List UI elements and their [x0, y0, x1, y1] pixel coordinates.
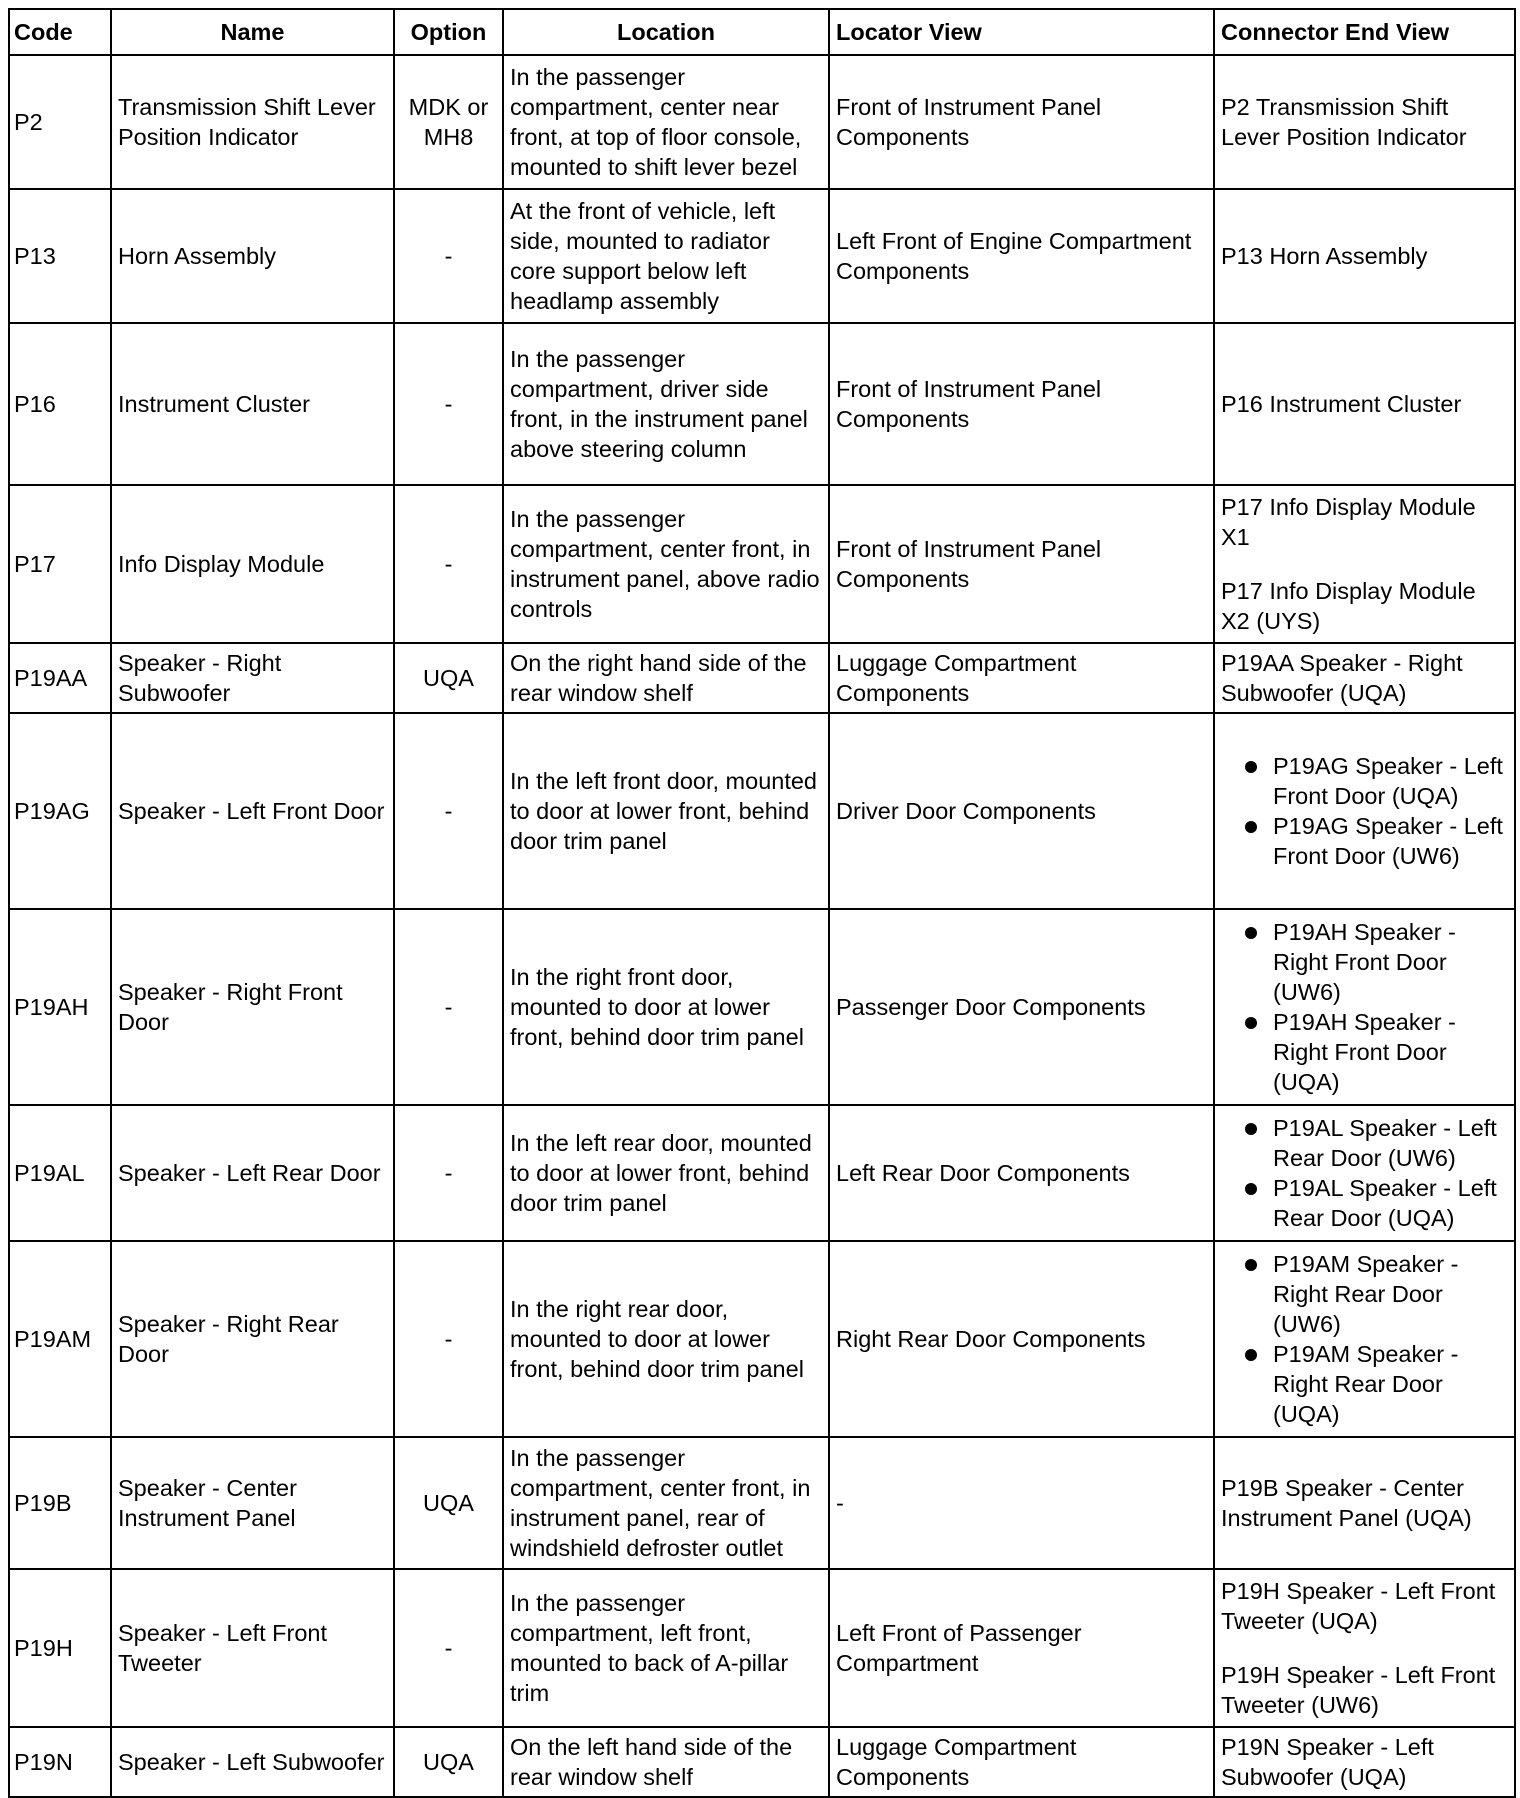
cell-locator-view: - — [829, 1437, 1214, 1569]
cell-code: P19AA — [9, 643, 111, 713]
header-name: Name — [111, 9, 394, 55]
cell-locator-view: Passenger Door Components — [829, 909, 1214, 1105]
connector-bullet-item: P19AG Speaker - Left Front Door (UW6) — [1221, 811, 1508, 871]
cell-location: In the passenger compartment, driver side front, in the instrument panel above steering column — [503, 323, 829, 485]
table-row — [9, 1241, 1515, 1437]
table-row — [9, 909, 1515, 1105]
table-row — [9, 1437, 1515, 1569]
connector-bullet-list — [1221, 1249, 1508, 1429]
cell-connector-end-view — [1214, 485, 1515, 643]
cell-locator-view: Luggage Compartment Components — [829, 643, 1214, 713]
header-location: Location — [503, 9, 829, 55]
cell-location: On the left hand side of the rear window shelf — [503, 1727, 829, 1797]
cell-connector-end-view — [1214, 909, 1515, 1105]
component-locator-table-wrapper — [8, 8, 1514, 1790]
connector-bullet-item: P19AH Speaker - Right Front Door (UW6) — [1221, 917, 1508, 1007]
connector-entry: P19H Speaker - Left Front Tweeter (UQA) — [1221, 1578, 1496, 1634]
connector-bullet-item: P19AL Speaker - Left Rear Door (UW6) — [1221, 1113, 1508, 1173]
table-row — [9, 485, 1515, 643]
connector-bullet-item: P19AL Speaker - Left Rear Door (UQA) — [1221, 1173, 1508, 1233]
table-row — [9, 713, 1515, 909]
cell-name: Speaker - Left Front Door — [111, 713, 394, 909]
connector-entry: P17 Info Display Module X1 — [1221, 494, 1476, 550]
cell-code: P17 — [9, 485, 111, 643]
table-row — [9, 323, 1515, 485]
cell-name: Info Display Module — [111, 485, 394, 643]
connector-bullet-list — [1221, 917, 1508, 1097]
cell-connector-end-view — [1214, 1241, 1515, 1437]
table-row — [9, 1727, 1515, 1797]
cell-location: In the left front door, mounted to door at lower front, behind door trim panel — [503, 713, 829, 909]
cell-name: Speaker - Right Rear Door — [111, 1241, 394, 1437]
cell-code: P19B — [9, 1437, 111, 1569]
cell-name: Speaker - Left Rear Door — [111, 1105, 394, 1241]
cell-location: In the left rear door, mounted to door at lower front, behind door trim panel — [503, 1105, 829, 1241]
connector-entry: P19N Speaker - Left Subwoofer (UQA) — [1221, 1734, 1434, 1790]
header-locator-view: Locator View — [829, 9, 1214, 55]
cell-option: MDK or MH8 — [394, 55, 503, 189]
cell-locator-view: Front of Instrument Panel Components — [829, 323, 1214, 485]
table-row — [9, 189, 1515, 323]
cell-location: In the passenger compartment, center front, in instrument panel, rear of windshield defroster outlet — [503, 1437, 829, 1569]
cell-option: UQA — [394, 1727, 503, 1797]
cell-connector-end-view — [1214, 189, 1515, 323]
cell-locator-view: Left Front of Passenger Compartment — [829, 1569, 1214, 1727]
connector-bullet-item: P19AH Speaker - Right Front Door (UQA) — [1221, 1007, 1508, 1097]
cell-option: UQA — [394, 1437, 503, 1569]
cell-locator-view: Left Front of Engine Compartment Components — [829, 189, 1214, 323]
cell-connector-end-view — [1214, 643, 1515, 713]
cell-option: - — [394, 1105, 503, 1241]
table-row — [9, 55, 1515, 189]
header-code: Code — [9, 9, 111, 55]
connector-bullet-list — [1221, 751, 1508, 871]
cell-connector-end-view — [1214, 323, 1515, 485]
cell-option: - — [394, 713, 503, 909]
cell-location: In the passenger compartment, left front, mounted to back of A-pillar trim — [503, 1569, 829, 1727]
connector-bullet-item: P19AM Speaker - Right Rear Door (UW6) — [1221, 1249, 1508, 1339]
cell-name: Horn Assembly — [111, 189, 394, 323]
cell-code: P19AM — [9, 1241, 111, 1437]
cell-code: P13 — [9, 189, 111, 323]
cell-option: - — [394, 189, 503, 323]
cell-code: P19AH — [9, 909, 111, 1105]
connector-entry: P13 Horn Assembly — [1221, 243, 1428, 269]
cell-locator-view: Front of Instrument Panel Components — [829, 485, 1214, 643]
cell-location: In the passenger compartment, center near front, at top of floor console, mounted to shift lever bezel — [503, 55, 829, 189]
connector-entry: P19AA Speaker - Right Subwoofer (UQA) — [1221, 650, 1463, 706]
connector-entry: P19H Speaker - Left Front Tweeter (UW6) — [1221, 1662, 1496, 1718]
cell-connector-end-view — [1214, 713, 1515, 909]
cell-option: UQA — [394, 643, 503, 713]
cell-code: P16 — [9, 323, 111, 485]
cell-location: In the passenger compartment, center front, in instrument panel, above radio controls — [503, 485, 829, 643]
cell-option: - — [394, 909, 503, 1105]
table-row — [9, 643, 1515, 713]
cell-name: Speaker - Right Subwoofer — [111, 643, 394, 713]
connector-bullet-item: P19AM Speaker - Right Rear Door (UQA) — [1221, 1339, 1508, 1429]
cell-name: Speaker - Left Front Tweeter — [111, 1569, 394, 1727]
cell-locator-view: Right Rear Door Components — [829, 1241, 1214, 1437]
cell-connector-end-view — [1214, 1437, 1515, 1569]
cell-locator-view: Driver Door Components — [829, 713, 1214, 909]
cell-code: P19AL — [9, 1105, 111, 1241]
cell-name: Transmission Shift Lever Position Indicator — [111, 55, 394, 189]
connector-entry: P19B Speaker - Center Instrument Panel (UQA) — [1221, 1475, 1472, 1531]
header-row — [9, 9, 1515, 55]
cell-code: P19AG — [9, 713, 111, 909]
cell-locator-view: Left Rear Door Components — [829, 1105, 1214, 1241]
connector-bullet-item: P19AG Speaker - Left Front Door (UQA) — [1221, 751, 1508, 811]
cell-name: Instrument Cluster — [111, 323, 394, 485]
cell-locator-view: Front of Instrument Panel Components — [829, 55, 1214, 189]
connector-entry: P17 Info Display Module X2 (UYS) — [1221, 578, 1476, 634]
cell-code: P19N — [9, 1727, 111, 1797]
header-option: Option — [394, 9, 503, 55]
cell-locator-view: Luggage Compartment Components — [829, 1727, 1214, 1797]
cell-connector-end-view — [1214, 1727, 1515, 1797]
connector-entry: P2 Transmission Shift Lever Position Indicator — [1221, 94, 1467, 150]
cell-connector-end-view — [1214, 1569, 1515, 1727]
cell-code: P19H — [9, 1569, 111, 1727]
cell-name: Speaker - Center Instrument Panel — [111, 1437, 394, 1569]
cell-location: In the right rear door, mounted to door at lower front, behind door trim panel — [503, 1241, 829, 1437]
cell-code: P2 — [9, 55, 111, 189]
table-row — [9, 1569, 1515, 1727]
cell-name: Speaker - Right Front Door — [111, 909, 394, 1105]
cell-location: On the right hand side of the rear window shelf — [503, 643, 829, 713]
connector-bullet-list — [1221, 1113, 1508, 1233]
cell-name: Speaker - Left Subwoofer — [111, 1727, 394, 1797]
cell-option: - — [394, 323, 503, 485]
cell-connector-end-view — [1214, 55, 1515, 189]
connector-entry: P16 Instrument Cluster — [1221, 391, 1462, 417]
cell-connector-end-view — [1214, 1105, 1515, 1241]
table-row — [9, 1105, 1515, 1241]
header-connector-end-view: Connector End View — [1214, 9, 1515, 55]
cell-option: - — [394, 1241, 503, 1437]
component-locator-table — [8, 8, 1516, 1798]
cell-option: - — [394, 485, 503, 643]
cell-location: At the front of vehicle, left side, mounted to radiator core support below left headlamp assembly — [503, 189, 829, 323]
cell-location: In the right front door, mounted to door at lower front, behind door trim panel — [503, 909, 829, 1105]
cell-option: - — [394, 1569, 503, 1727]
